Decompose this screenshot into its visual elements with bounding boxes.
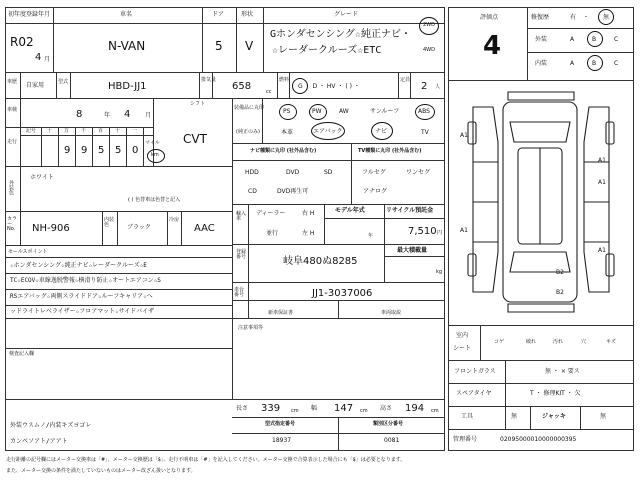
navi-title: ナビ種類に丸印 (社外品含む) <box>250 148 317 154</box>
ac-label: 冷房 <box>169 217 180 223</box>
interior-b: B <box>592 60 597 67</box>
spare-tire-label: スペアタイヤ <box>456 390 492 397</box>
type-designation-value: 18937 <box>272 437 292 444</box>
repair-label: 修復歴 <box>531 14 550 21</box>
navi-dvd: DVD <box>286 169 300 176</box>
inspector-note-1: 外装ウスムノ/内装キズヨゴレ <box>10 422 92 429</box>
first-reg-label: 初年度登録年月 <box>8 11 51 18</box>
cc-unit: cc <box>266 89 272 95</box>
repair-yes: 有 <box>570 14 577 21</box>
fuel-options: G ・ D ・ HV ・ ( ) ・ <box>298 83 360 90</box>
usage-value: 自家用 <box>26 82 45 89</box>
door-value: 5 <box>215 39 223 53</box>
tv-analog: アナログ <box>363 188 388 195</box>
equipment-title: 装備品に丸印 <box>234 105 265 111</box>
import-right: 右 H <box>302 210 315 217</box>
capacity-value: 2 <box>421 81 428 92</box>
tv-oneseg: ワンセグ <box>406 169 431 176</box>
tv-title: TV種類に丸印 (社外品含む) <box>358 148 422 154</box>
vin-label: 車台番号 <box>234 287 245 298</box>
score-value: 4 <box>483 31 502 61</box>
color-label: 外装色 <box>8 180 14 195</box>
tools-label: 工具 <box>461 413 474 420</box>
vehicle-manual: 車両取説 <box>381 310 402 316</box>
recycle-value: 7,510 <box>408 226 437 237</box>
exterior-a: A <box>570 36 575 43</box>
footer-line-1: 走行距離の記号欄にはメーター交換車は「#」、メーター交換歴は「$」、走行不明車は「#」を記入してください。メーター交換で合算表示した場合にも「$」は必要となります。 <box>6 457 406 463</box>
kg-unit: kg <box>436 269 443 275</box>
navi-cd: CD <box>248 188 257 195</box>
interior-color-label: 内装色 <box>104 217 115 228</box>
fuel-label: 燃料 <box>279 77 290 83</box>
interior-c: C <box>614 60 619 67</box>
mileage-digit-2: 5 <box>98 145 105 156</box>
door-label: ドア <box>212 11 224 18</box>
length-value: 339 <box>261 403 281 414</box>
shift-value: CVT <box>183 132 207 146</box>
mileage-hdr-5: 十 <box>115 128 121 134</box>
mileage-hdr-1: 十 <box>47 128 53 134</box>
length-label: 長さ <box>236 405 249 412</box>
first-reg-month: 4 <box>35 52 42 63</box>
exterior-c: C <box>614 36 619 43</box>
import-dealer: ディーラー <box>256 210 286 217</box>
mileage-hdr-4: 百 <box>98 128 104 134</box>
mileage-digit-0: 9 <box>64 145 71 156</box>
usage-label: 車歴 <box>7 79 18 85</box>
mgmt-label: 管理番号 <box>453 436 478 443</box>
jack-value: 無 <box>600 413 607 420</box>
sales-point-1: ☆ホンダセンシング☆純正ナビ☆レーダークルーズ☆E <box>10 262 147 269</box>
exterior-label: 外装 <box>535 36 548 43</box>
main-frame <box>5 7 445 451</box>
mileage-label: 走行 <box>7 139 18 145</box>
import-label: 輸入車 <box>236 211 247 222</box>
capacity-label: 定員 <box>400 77 411 83</box>
interior-a: A <box>570 60 575 67</box>
mileage-digit-4: 0 <box>132 145 139 156</box>
equipment-subtitle: (純正のみ) <box>236 129 260 135</box>
exterior-b: B <box>592 36 597 43</box>
equip-tv: TV <box>421 129 429 136</box>
mileage-digit-1: 9 <box>81 145 88 156</box>
interior-yogore: 汚れ <box>553 339 564 345</box>
navi-hdd: HDD <box>245 169 259 176</box>
type-label: 型式 <box>58 79 69 85</box>
interior-sheet-label-2: シート <box>453 345 472 352</box>
model-year-unit: 年 <box>368 233 374 239</box>
repair-no: 無 <box>603 14 610 21</box>
grade-line-1: Gホンダセンシング☆純正ナビ・ <box>270 29 411 40</box>
inspection-year-unit: 年 <box>104 112 111 119</box>
inspection-label: 車検 <box>7 107 18 113</box>
interior-label: 内装 <box>535 60 548 67</box>
equip-pw: PW <box>312 108 322 115</box>
import-parallel: 並行 <box>266 230 279 237</box>
shape-value: V <box>245 39 254 53</box>
diagram-mark-5: B2 <box>556 269 564 276</box>
equip-airbag: エアバック <box>313 128 343 135</box>
category-label: 類別区分番号 <box>373 421 404 427</box>
grade-line-2: ☆レーダークルーズ☆ETC <box>272 45 382 56</box>
front-glass-options: 無 ・ × 要ス <box>545 368 580 375</box>
type-designation-label: 型式指定番号 <box>265 421 296 427</box>
interior-sheet-label-1: 室内 <box>456 332 469 339</box>
model-value: N-VAN <box>108 39 146 53</box>
front-glass-label: フロントガラス <box>454 368 496 375</box>
max-load-label: 最大積載量 <box>397 247 428 254</box>
height-value: 194 <box>405 403 425 414</box>
first-reg-month-unit: 月 <box>44 56 51 63</box>
ac-value: AAC <box>194 223 215 234</box>
color-value: ホワイト <box>30 174 54 181</box>
color-code-label: カラー No. <box>7 216 18 232</box>
diagram-mark-4: A1 <box>460 227 468 234</box>
sales-points-label: セールスポイント <box>8 249 48 255</box>
shift-label: シフト <box>190 101 206 107</box>
diagram-mark-3: A1 <box>598 179 606 186</box>
diagram-mark-7: A1 <box>598 247 606 254</box>
reg-value: 岐阜480ぬ8285 <box>283 256 358 267</box>
mileage-digit-3: 5 <box>115 145 122 156</box>
mileage-hdr-0: 記号 <box>26 128 37 134</box>
diagram-mark-1: A1 <box>460 132 468 139</box>
equip-abs: ABS <box>418 108 430 115</box>
tv-fullseg: フルセグ <box>362 169 386 176</box>
drive-2wd: 2WD <box>423 22 435 28</box>
equip-ps: PS <box>283 108 291 115</box>
interior-yabure: 破れ <box>526 339 537 345</box>
category-value: 0081 <box>384 437 400 444</box>
mileage-unit-km: km <box>151 152 159 158</box>
interior-ana: 穴 <box>581 339 587 345</box>
import-left: 左 H <box>302 230 315 237</box>
score-label: 評価点 <box>480 14 499 21</box>
jack-label: ジャッキ <box>542 413 566 420</box>
width-label: 幅 <box>311 405 318 412</box>
width-value: 147 <box>334 403 354 414</box>
displacement-value: 658 <box>232 81 252 92</box>
navi-dvd-play: DVD再生可 <box>277 188 309 195</box>
navi-sd: SD <box>324 169 333 176</box>
shape-label: 形状 <box>241 11 254 18</box>
drive-4wd: 4WD <box>423 47 435 53</box>
interior-color-value: ブラック <box>127 224 151 231</box>
spare-tire-options: T ・ 修理KIT ・ 欠 <box>530 390 581 397</box>
mileage-hdr-6: 一 <box>132 128 138 134</box>
type-value: HBD-JJ1 <box>108 81 147 92</box>
warranty-cert: 新車保証書 <box>268 310 294 316</box>
equip-leather: 本革 <box>281 129 294 136</box>
height-unit: cm <box>431 408 439 414</box>
interior-kizu: キズ <box>606 339 616 345</box>
recycle-unit: 円 <box>437 230 443 236</box>
diagram-mark-2: A1 <box>598 157 606 164</box>
mileage-hdr-3: 千 <box>81 128 87 134</box>
height-label: 高さ <box>380 405 393 412</box>
grade-label: グレード <box>334 11 359 18</box>
width-unit: cm <box>360 408 368 414</box>
inspection-year: 8 <box>76 109 83 120</box>
mileage-unit-mile: マイル <box>145 140 160 146</box>
reg-label: 登録番号 <box>236 249 247 260</box>
color-code-value: NH-906 <box>32 223 70 234</box>
footer-line-2: また、メーター交換の条件を満たしていないものはメーター改ざん扱いとなります。 <box>6 468 196 474</box>
length-unit: cm <box>291 408 299 414</box>
equip-navi: ナビ <box>375 128 388 135</box>
first-reg-value: R02 <box>10 35 34 49</box>
mgmt-value: 02095000010000000395 <box>500 436 577 443</box>
caution-label: 注意事項等 <box>238 325 264 331</box>
recycle-label: リサイクル預託金 <box>386 207 434 214</box>
capacity-unit: 人 <box>435 84 441 90</box>
equip-sunroof: サンルーフ <box>370 108 400 115</box>
diagram-mark-6: B2 <box>556 289 564 296</box>
inspection-month-unit: 月 <box>145 112 152 119</box>
color-note: ( ) 色替車は色替と記入 <box>128 197 181 203</box>
displacement-label: 排気量 <box>201 77 217 83</box>
mileage-hdr-2: 万 <box>64 128 70 134</box>
model-label: 車名 <box>120 11 133 18</box>
interior-koge: コゲ <box>494 339 505 345</box>
sales-point-2: TC☆ECOV☆車線逸脱警報☆横滑り防止☆オートエアコン☆S <box>10 277 161 284</box>
sales-point-4: ッドライトレベライザー☆フロアマット☆サイドバイザ <box>10 308 155 315</box>
model-year-label: モデル年式 <box>335 207 365 214</box>
equip-aw: AW <box>339 108 349 115</box>
inspection-month: 4 <box>124 109 131 120</box>
tools-value: 無 <box>511 413 518 420</box>
inspector-label: 検査記入欄 <box>9 351 35 357</box>
sales-point-3: RSエアバッグ☆両側スライドドア☆ルーフキャリア☆へ <box>10 293 153 300</box>
inspector-note-2: カンペソアト/アアト <box>10 438 68 445</box>
vin-value: JJ1-3037006 <box>312 288 373 299</box>
auction-sheet: 初年度登録年月 車名 ドア 形状 グレード R02 4 月 N-VAN 5 V Gホンダセンシング☆純正ナビ・ ☆レーダークルーズ☆ETC 2WD 4WD 評価点 4 修復歴 有 ・ 無 外装 A B C 内装 A B C 車歴 自家用 型式 HBD-JJ1 排気量 658 cc 燃料 G ・ D ・ HV ・ ( ) ・ 定員 2 人 車検 8 年 4 月 シフト CVT 走行 記号 十 万 千 百 十 一 9 9 5 5 0 マイル km 外装色 ホワイト ( ) 色替車は色替と記入 カラー No. NH-906 内装色 ブラック 冷房 AAC セールスポイント ☆ホンダセンシング☆純正ナビ☆レーダークルーズ☆E TC☆ECOV☆車線逸脱警報☆横滑り防止☆オートエアコン☆S RSエアバッグ☆両側スライドドア☆ルーフキャリア☆へ ッドライトレベライザー☆フロアマット☆サイドバイザ 装備品に丸印 (純正のみ) PS PW AW サンルーフ ABS 本革 エアバック ナビ TV ナビ種類に丸印 (社外品含む) TV種類に丸印 (社外品含む) HDD DVD SD CD DVD再生可 フルセグ ワンセグ アナログ 輸入車 ディーラー 並行 右 H 左 H モデル年式 年 リサイクル預託金 7,510 円 登録番号 岐阜480ぬ8285 最大積載量 kg 車台番号 JJ1-3037006 新車保証書 車両取説 注意事項等 検査記入欄 外装ウスムノ/内装キズヨゴレ カンペソアト/アアト 長さ 339 cm 幅 147 cm 高さ 194 cm 型式指定番号 18937 類別区分番号 0081 室内 シート コゲ 破れ 汚れ 穴 キズ フロントガラス 無 ・ × 要ス スペアタイヤ T ・ 修理KIT ・ 欠 工具 無 ジャッキ 無 管理番号 02095000010000000395 A1 A1 A1 A1 B2 B2 A1 走行距離の記号欄にはメーター交換車は「#」、メーター交換歴は「$」、走行不明車は「#」を記入してください。メーター交換で合算表示した場合にも「$」は必要となります。 また、メーター交換の条件を満たしていないものはメーター改ざん扱いとなります。 <box>0 0 640 480</box>
car-damage-diagram <box>448 82 634 324</box>
